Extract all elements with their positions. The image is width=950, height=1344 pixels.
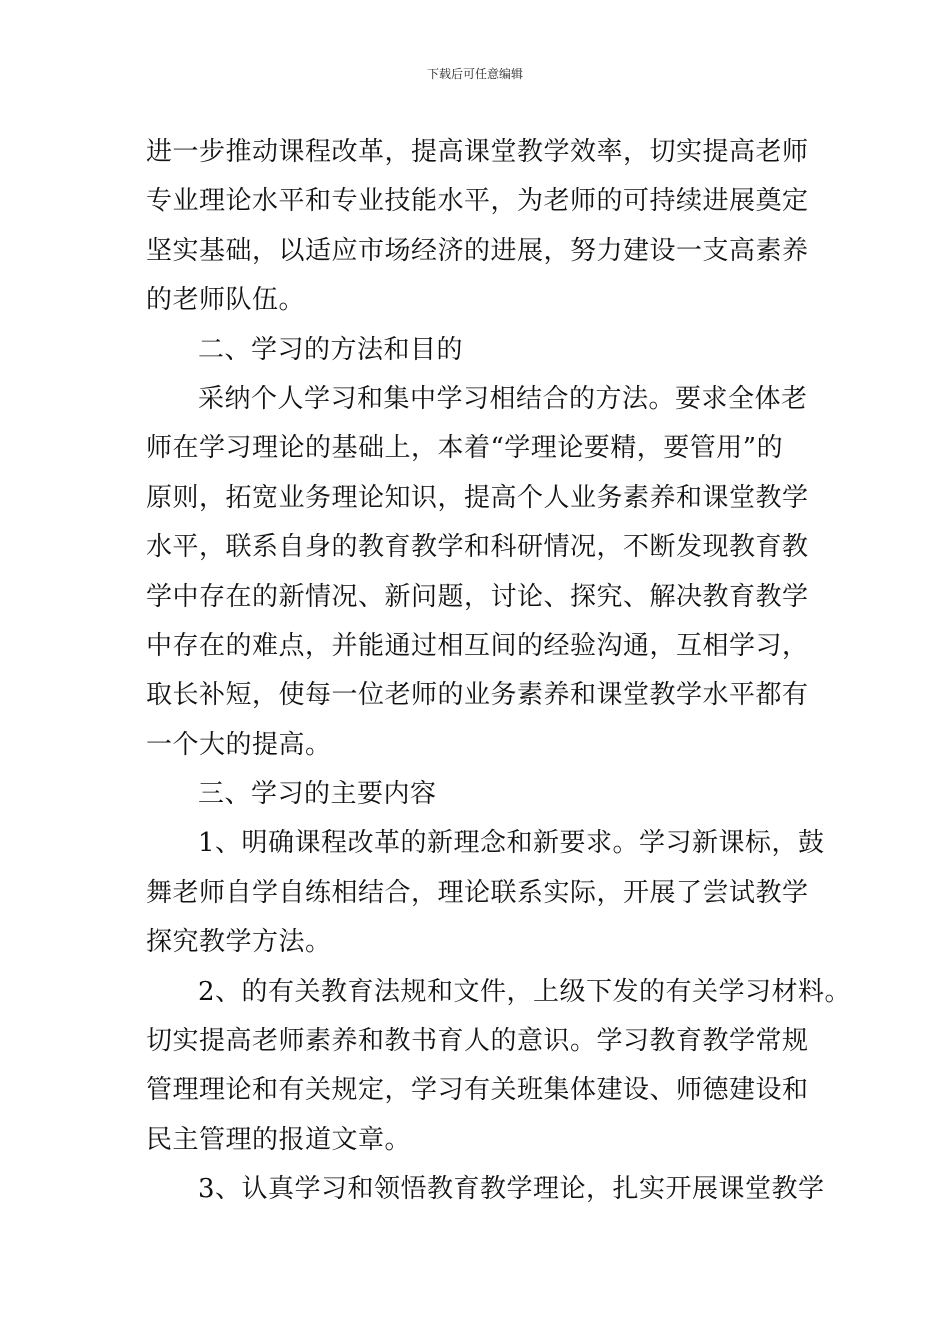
body-line: 管理理论和有关规定，学习有关班集体建设、师德建设和 [146,1075,809,1106]
body-line: 2、的有关教育法规和文件，上级下发的有关学习材料。 [198,976,852,1007]
body-line: 水平，联系自身的教育教学和科研情况，不断发现教育教 [146,532,809,563]
body-line: 原则，拓宽业务理论知识，提高个人业务素养和课堂教学 [146,482,809,513]
body-line: 切实提高老师素养和教书育人的意识。学习教育教学常规 [146,1026,809,1057]
body-line: 采纳个人学习和集中学习相结合的方法。要求全体老 [198,383,808,414]
body-line: 坚实基础，以适应市场经济的进展，努力建设一支高素养 [146,235,809,266]
body-line: 探究教学方法。 [146,927,332,958]
section-heading: 二、学习的方法和目的 [198,334,464,365]
page-header: 下载后可任意编辑 [426,67,523,81]
body-line: 3、认真学习和领悟教育教学理论，扎实开展课堂教学 [198,1174,825,1205]
body-line: 学中存在的新情况、新问题，讨论、探究、解决教育教学 [146,581,809,612]
body-line: 专业理论水平和专业技能水平，为老师的可持续进展奠定 [146,186,809,217]
body-line: 进一步推动课程改革，提高课堂教学效率，切实提高老师 [146,137,809,167]
body-line: 1、明确课程改革的新理念和新要求。学习新课标，鼓 [198,828,825,859]
body-line: 取长补短，使每一位老师的业务素养和课堂教学水平都有 [146,680,809,711]
body-line: 师在学习理论的基础上，本着“学理论要精，要管用”的 [146,433,784,464]
section-heading: 三、学习的主要内容 [198,779,437,810]
body-line: 中存在的难点，并能通过相互间的经验沟通，互相学习， [146,630,809,661]
document-body [146,128,852,1215]
body-line: 一个大的提高。 [146,729,332,760]
body-line: 舞老师自学自练相结合，理论联系实际，开展了尝试教学 [146,877,809,908]
body-line: 的老师队伍。 [146,285,306,316]
body-line: 民主管理的报道文章。 [146,1124,412,1155]
